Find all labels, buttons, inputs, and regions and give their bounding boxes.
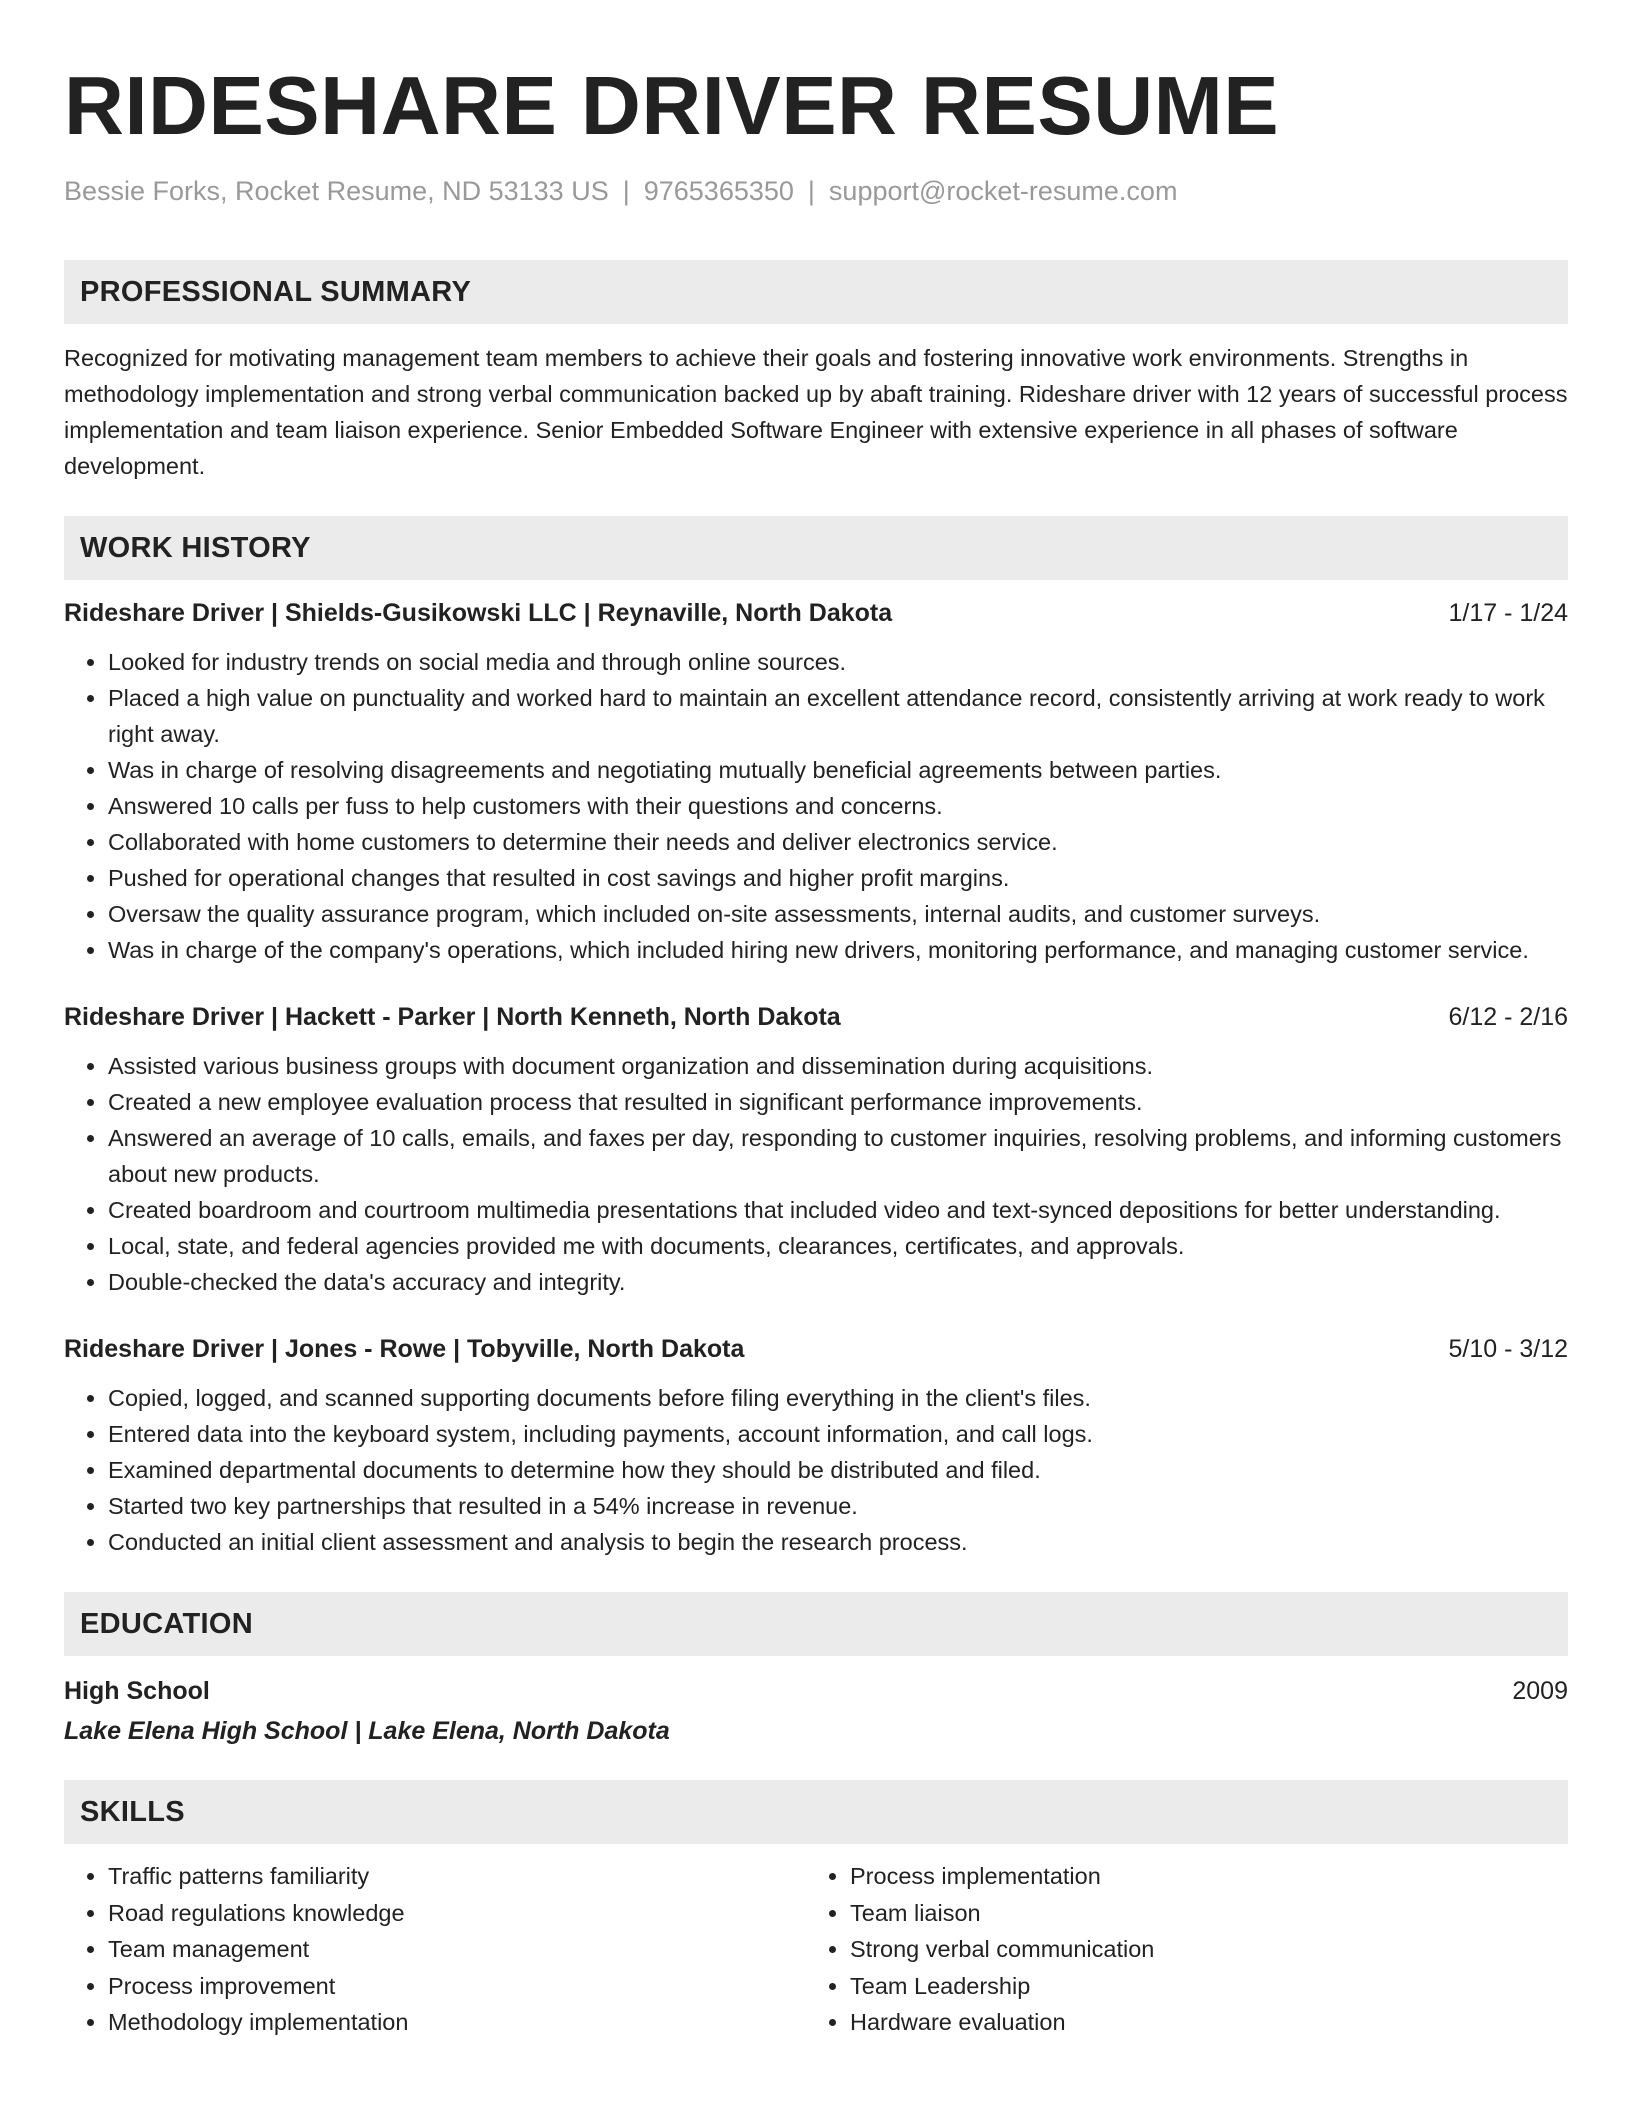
job-bullet: • Answered 10 calls per fuss to help customers with their questions and concerns. <box>108 788 1568 824</box>
work-section-header <box>64 516 1568 580</box>
job-entry <box>64 1332 1568 1560</box>
skill-item: • Road regulations knowledge <box>108 1895 806 1932</box>
skill-item: • Team liaison <box>850 1895 1548 1932</box>
job-bullets <box>64 1048 1568 1300</box>
job-header <box>64 1332 1568 1366</box>
skills-column-1 <box>64 1858 806 2041</box>
resume-title: RIDESHARE DRIVER RESUME <box>64 59 1280 152</box>
education-section-header <box>64 1592 1568 1656</box>
job-header <box>64 596 1568 630</box>
job-title: Rideshare Driver | Jones - Rowe | Tobyville, North Dakota <box>64 1335 745 1363</box>
job-bullet: • Started two key partnerships that resulted in a 54% increase in revenue. <box>108 1488 1568 1524</box>
skills-section-header <box>64 1780 1568 1844</box>
skill-item: • Team Leadership <box>850 1968 1548 2005</box>
job-bullet: • Pushed for operational changes that resulted in cost savings and higher profit margins. <box>108 860 1568 896</box>
skills-list <box>64 1858 1568 2041</box>
job-dates: 5/10 - 3/12 <box>1448 1335 1568 1363</box>
job-bullet: • Created boardroom and courtroom multimedia presentations that included video and text-synced depositions for better understanding. <box>108 1192 1568 1228</box>
job-bullet: • Entered data into the keyboard system, including payments, account information, and call logs. <box>108 1416 1568 1452</box>
education-heading: EDUCATION <box>80 1607 253 1640</box>
education-degree: High School <box>64 1677 210 1705</box>
job-bullet: • Created a new employee evaluation process that resulted in significant performance improvements. <box>108 1084 1568 1120</box>
skills-column-2 <box>806 1858 1548 2041</box>
job-bullet: • Was in charge of the company's operations, which included hiring new drivers, monitoring performance, and managing customer service. <box>108 932 1568 968</box>
contact-email: support@rocket-resume.com <box>828 176 1178 206</box>
job-bullets <box>64 644 1568 968</box>
skill-item: • Process implementation <box>850 1858 1548 1895</box>
job-bullet: • Collaborated with home customers to determine their needs and deliver electronics service. <box>108 824 1568 860</box>
job-bullet: • Local, state, and federal agencies provided me with documents, clearances, certificates, and approvals. <box>108 1228 1568 1264</box>
job-bullet: • Answered an average of 10 calls, emails, and faxes per day, responding to customer inquiries, resolving problems, and informing customers about new products. <box>108 1120 1568 1192</box>
job-bullets <box>64 1380 1568 1560</box>
contact-separator: | <box>622 176 630 206</box>
skill-item: • Process improvement <box>108 1968 806 2005</box>
job-dates: 6/12 - 2/16 <box>1448 1003 1568 1031</box>
job-bullet: • Copied, logged, and scanned supporting documents before filing everything in the client's files. <box>108 1380 1568 1416</box>
job-bullet: • Double-checked the data's accuracy and integrity. <box>108 1264 1568 1300</box>
contact-phone: 9765365350 <box>643 176 794 206</box>
skill-item: • Methodology implementation <box>108 2004 806 2041</box>
summary-text: Recognized for motivating management team members to achieve their goals and fostering innovative work environments. Strengths in methodology implementation and strong verbal communication backed up by abaft training. Rideshare driver with 12 years of successful process implementation and team liaison experience. Senior Embedded Software Engineer with extensive experience in all phases of software development. <box>64 345 1568 479</box>
work-history-list <box>64 596 1568 1560</box>
job-title: Rideshare Driver | Shields-Gusikowski LLC | Reynaville, North Dakota <box>64 599 893 627</box>
job-bullet: • Examined departmental documents to determine how they should be distributed and filed. <box>108 1452 1568 1488</box>
work-heading: WORK HISTORY <box>80 531 311 564</box>
education-year: 2009 <box>1512 1677 1568 1705</box>
job-bullet: • Placed a high value on punctuality and worked hard to maintain an excellent attendance record, consistently arriving at work ready to work right away. <box>108 680 1568 752</box>
education-school: Lake Elena High School | Lake Elena, North Dakota <box>64 1717 670 1745</box>
contact-separator: | <box>807 176 815 206</box>
job-bullet: • Looked for industry trends on social media and through online sources. <box>108 644 1568 680</box>
skill-item: • Team management <box>108 1931 806 1968</box>
job-dates: 1/17 - 1/24 <box>1448 599 1568 627</box>
skill-item: • Traffic patterns familiarity <box>108 1858 806 1895</box>
contact-line <box>64 174 1568 208</box>
job-header <box>64 1000 1568 1034</box>
summary-section-header <box>64 260 1568 324</box>
job-bullet: • Oversaw the quality assurance program, which included on-site assessments, internal audits, and customer surveys. <box>108 896 1568 932</box>
skill-item: • Strong verbal communication <box>850 1931 1548 1968</box>
skill-item: • Hardware evaluation <box>850 2004 1548 2041</box>
job-bullet: • Was in charge of resolving disagreements and negotiating mutually beneficial agreements between parties. <box>108 752 1568 788</box>
job-bullet: • Assisted various business groups with document organization and dissemination during acquisitions. <box>108 1048 1568 1084</box>
job-title: Rideshare Driver | Hackett - Parker | North Kenneth, North Dakota <box>64 1003 841 1031</box>
contact-address: Bessie Forks, Rocket Resume, ND 53133 US <box>64 176 609 206</box>
job-entry <box>64 596 1568 968</box>
job-entry <box>64 1000 1568 1300</box>
job-bullet: • Conducted an initial client assessment and analysis to begin the research process. <box>108 1524 1568 1560</box>
education-row <box>64 1674 1568 1708</box>
skills-heading: SKILLS <box>80 1795 185 1828</box>
summary-heading: PROFESSIONAL SUMMARY <box>80 275 472 308</box>
